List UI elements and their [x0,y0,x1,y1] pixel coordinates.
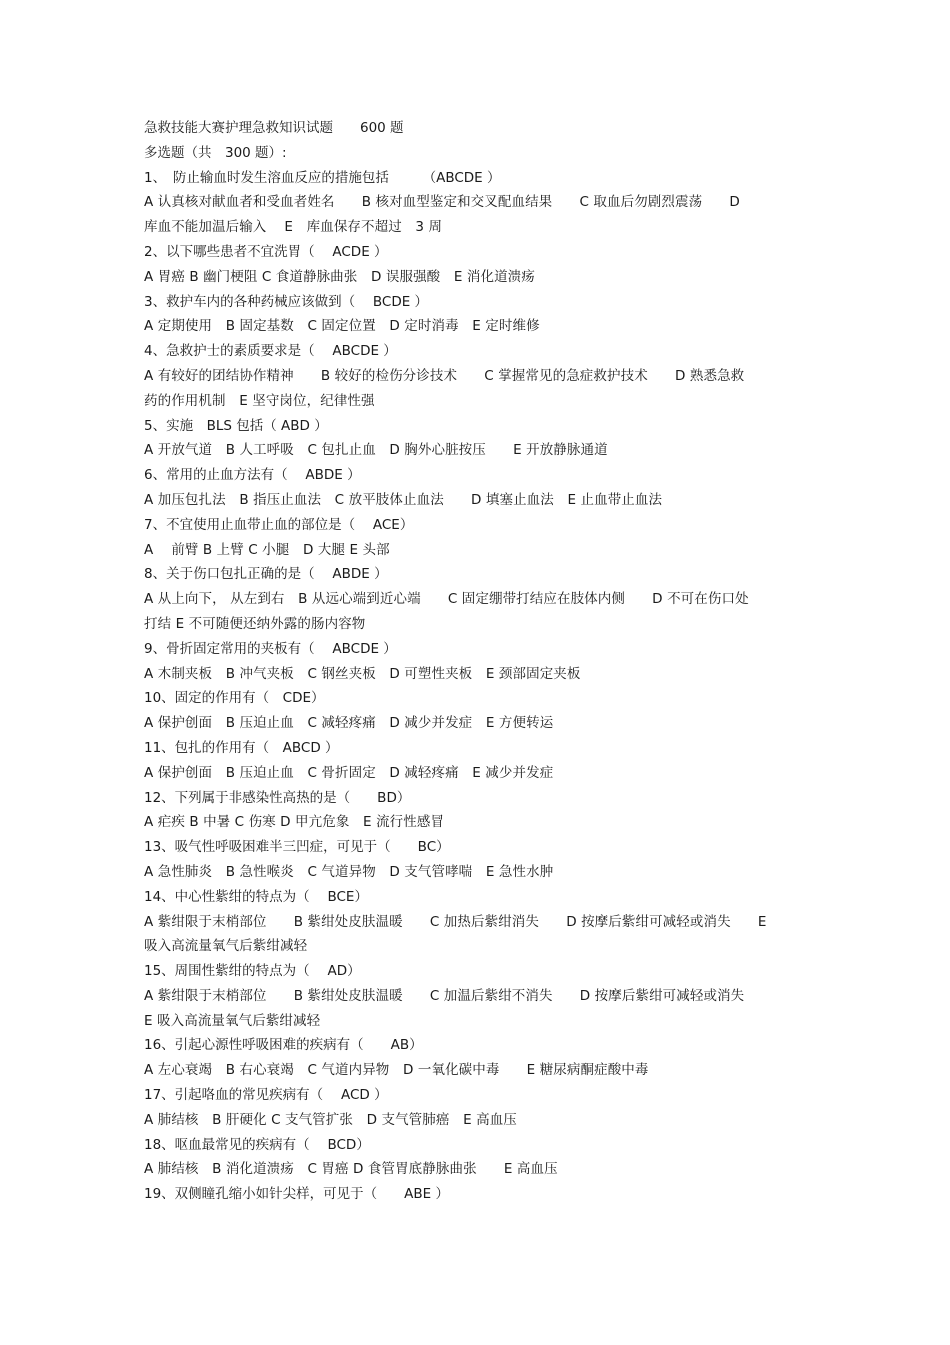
question-list [144,166,812,1207]
question-options: A 肺结核 B 消化道溃疡 C 胃癌 D 食管胃底静脉曲张 E 高血压 [144,1161,558,1178]
question-options: A 从上向下， 从左到右 B 从远心端到近心端 C 固定绷带打结应在肢体内侧 D 不可在伤口处 [144,591,749,608]
question-stem: 11、包扎的作用有（ ABCD ） [144,739,339,756]
question-stem: 5、实施 BLS 包括（ ABD ） [144,417,328,434]
question-stem: 1、 防止输血时发生溶血反应的措施包括 （ABCDE ） [144,169,501,186]
question-options: A 定期使用 B 固定基数 C 固定位置 D 定时消毒 E 定时维修 [144,318,540,335]
question-options: A 加压包扎法 B 指压止血法 C 放平肢体止血法 D 填塞止血法 E 止血带止血法 [144,491,663,508]
question-options: A 紫绀限于末梢部位 B 紫绀处皮肤温暖 C 加温后紫绀不消失 D 按摩后紫绀可减轻或消失 [144,987,745,1004]
question-options: A 认真核对献血者和受血者姓名 B 核对血型鉴定和交叉配血结果 C 取血后勿剧烈震荡 D [144,194,740,211]
question-options: A 紫绀限于末梢部位 B 紫绀处皮肤温暖 C 加热后紫绀消失 D 按摩后紫绀可减轻或消失 E [144,913,767,930]
question-stem: 4、急救护士的素质要求是（ ABCDE ） [144,343,397,360]
question-stem: 2、以下哪些患者不宜洗胃（ ACDE ） [144,243,388,260]
question-stem: 10、固定的作用有（ CDE） [144,690,325,707]
question-options: 打结 E 不可随便还纳外露的肠内容物 [144,615,366,632]
question-stem: 7、不宜使用止血带止血的部位是（ ACE） [144,516,414,533]
question-stem: 18、呕血最常见的疾病有（ BCD） [144,1136,370,1153]
question-stem: 17、引起咯血的常见疾病有（ ACD ） [144,1087,388,1104]
question-stem: 8、关于伤口包扎正确的是（ ABDE ） [144,566,388,583]
question-options: A 左心衰竭 B 右心衰竭 C 气道内异物 D 一氧化碳中毒 E 糖尿病酮症酸中毒 [144,1062,649,1079]
question-options: A 木制夹板 B 冲气夹板 C 钢丝夹板 D 可塑性夹板 E 颈部固定夹板 [144,665,581,682]
question-options: 吸入高流量氧气后紫绀减轻 [144,938,308,955]
question-options: A 有较好的团结协作精神 B 较好的检伤分诊技术 C 掌握常见的急症救护技术 D 熟悉急救 [144,367,745,384]
question-options: A 肺结核 B 肝硬化 C 支气管扩张 D 支气管肺癌 E 高血压 [144,1111,517,1128]
question-options: A 疟疾 B 中暑 C 伤寒 D 甲亢危象 E 流行性感冒 [144,814,445,831]
question-options: A 开放气道 B 人工呼吸 C 包扎止血 D 胸外心脏按压 E 开放静脉通道 [144,442,608,459]
question-options: A 胃癌 B 幽门梗阻 C 食道静脉曲张 D 误服强酸 E 消化道溃疡 [144,268,535,285]
document-title: 急救技能大赛护理急救知识试题 600 题 [144,120,404,136]
question-stem: 16、引起心源性呼吸困难的疾病有（ AB） [144,1037,423,1054]
question-options: E 吸入高流量氧气后紫绀减轻 [144,1012,321,1029]
question-stem: 12、下列属于非感染性高热的是（ BD） [144,789,411,806]
question-stem: 6、常用的止血方法有（ ABDE ） [144,467,361,484]
question-options: 药的作用机制 E 坚守岗位，纪律性强 [144,392,375,409]
question-options: A 前臂 B 上臂 C 小腿 D 大腿 E 头部 [144,541,390,558]
question-stem: 13、吸气性呼吸困难半三凹症，可见于（ BC） [144,839,450,856]
question-stem: 14、中心性紫绀的特点为（ BCE） [144,888,368,905]
question-options: A 保护创面 B 压迫止血 C 减轻疼痛 D 减少并发症 E 方便转运 [144,715,554,732]
question-stem: 9、骨折固定常用的夹板有（ ABCDE ） [144,640,397,657]
question-options: 库血不能加温后输入 E 库血保存不超过 3 周 [144,219,443,236]
question-options: A 保护创面 B 压迫止血 C 骨折固定 D 减轻疼痛 E 减少并发症 [144,764,554,781]
question-stem: 3、救护车内的各种药械应该做到（ BCDE ） [144,293,429,310]
question-options: A 急性肺炎 B 急性喉炎 C 气道异物 D 支气管哮喘 E 急性水肿 [144,863,554,880]
question-stem: 19、双侧瞳孔缩小如针尖样，可见于（ ABE ） [144,1186,449,1203]
section-heading: 多选题（共 300 题）: [144,144,287,161]
question-stem: 15、周围性紫绀的特点为（ AD） [144,963,361,980]
document-page [144,116,812,1207]
